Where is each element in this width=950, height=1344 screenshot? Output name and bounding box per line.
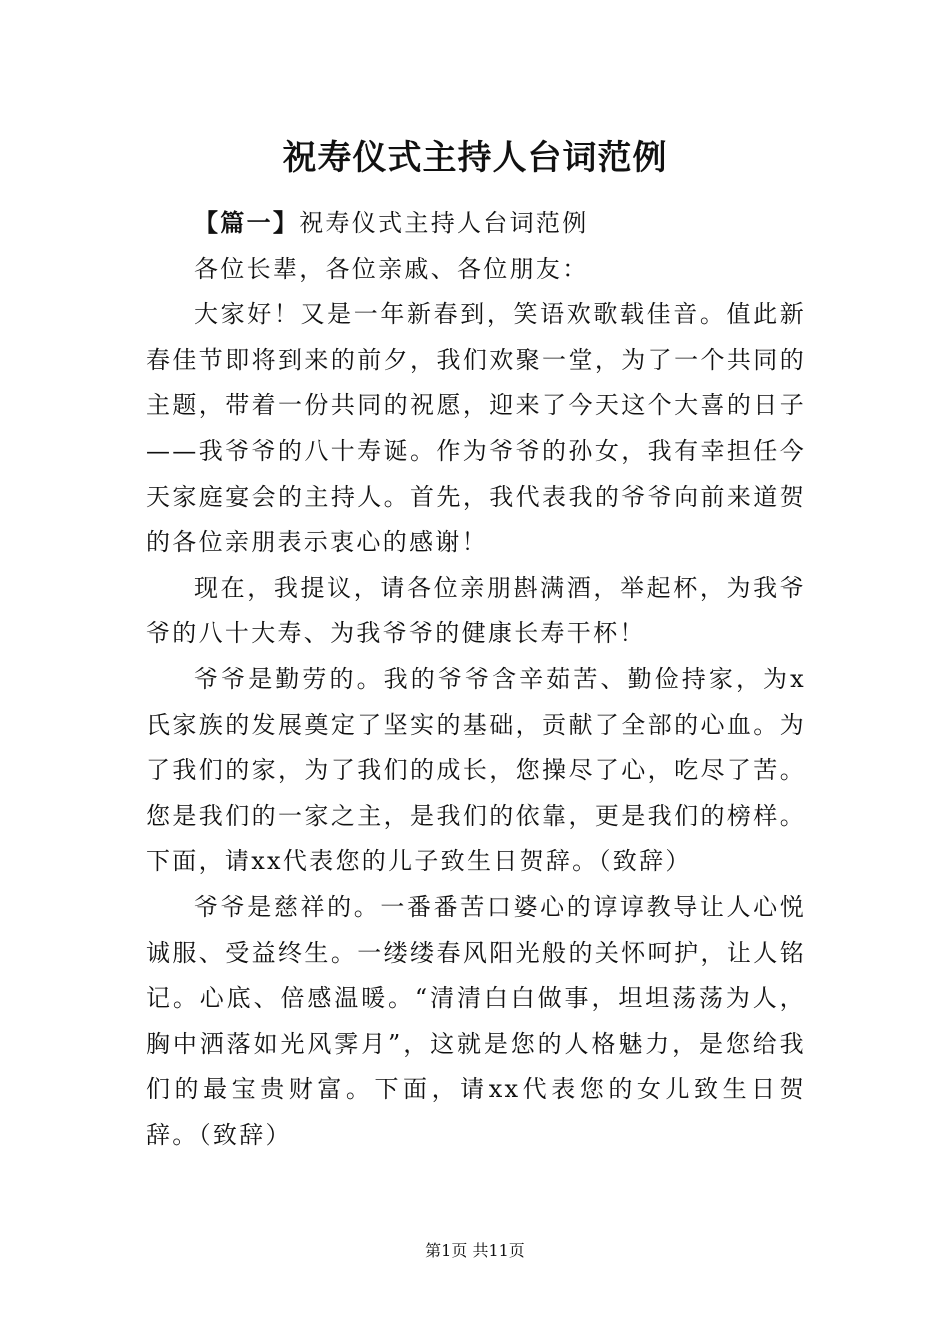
paragraph-salutation: 各位长辈，各位亲戚、各位朋友： <box>194 254 589 283</box>
paragraph-greeting: 大家好！又是一年新春到，笑语欢歌载佳音。值此新春佳节即将到来的前夕，我们欢聚一堂，为了一个共同的主题，带着一份共同的祝愿，迎来了今天这个大喜的日子——我爷爷的八十寿诞。作为爷爷的孙女，我有幸担任今天家庭宴会的主持人。首先，我代表我的爷爷向前来道贺的各位亲朋表示衷心的感谢！ <box>146 300 806 557</box>
paragraph-kind: 爷爷是慈祥的。一番番苦口婆心的谆谆教导让人心悦诚服、受益终生。一缕缕春风阳光般的关怀呵护，让人铭记。心底、倍感温暖。“清清白白做事，坦坦荡荡为人，胸中洒落如光风霁月”，这就是您的人格魅力，是您给我们的最宝贵财富。下面，请xx代表您的女儿致生日贺辞。（致辞） <box>146 892 806 1149</box>
document-body <box>146 200 806 1158</box>
document-title: 祝寿仪式主持人台词范例 <box>282 138 668 178</box>
section-heading <box>146 200 806 247</box>
section-marker: 【篇一】 <box>194 208 300 237</box>
page-number-footer: 第1页 共11页 <box>425 1241 525 1260</box>
paragraph-toast: 现在，我提议，请各位亲朋斟满酒，举起杯，为我爷爷的八十大寿、为我爷爷的健康长寿干杯！ <box>146 573 806 648</box>
section-heading-text: 祝寿仪式主持人台词范例 <box>299 209 589 237</box>
paragraph-diligent: 爷爷是勤劳的。我的爷爷含辛茹苦、勤俭持家，为x氏家族的发展奠定了坚实的基础，贡献了全部的心血。为了我们的家，为了我们的成长，您操尽了心，吃尽了苦。您是我们的一家之主，是我们的依靠，更是我们的榜样。下面，请xx代表您的儿子致生日贺辞。（致辞） <box>146 664 806 876</box>
